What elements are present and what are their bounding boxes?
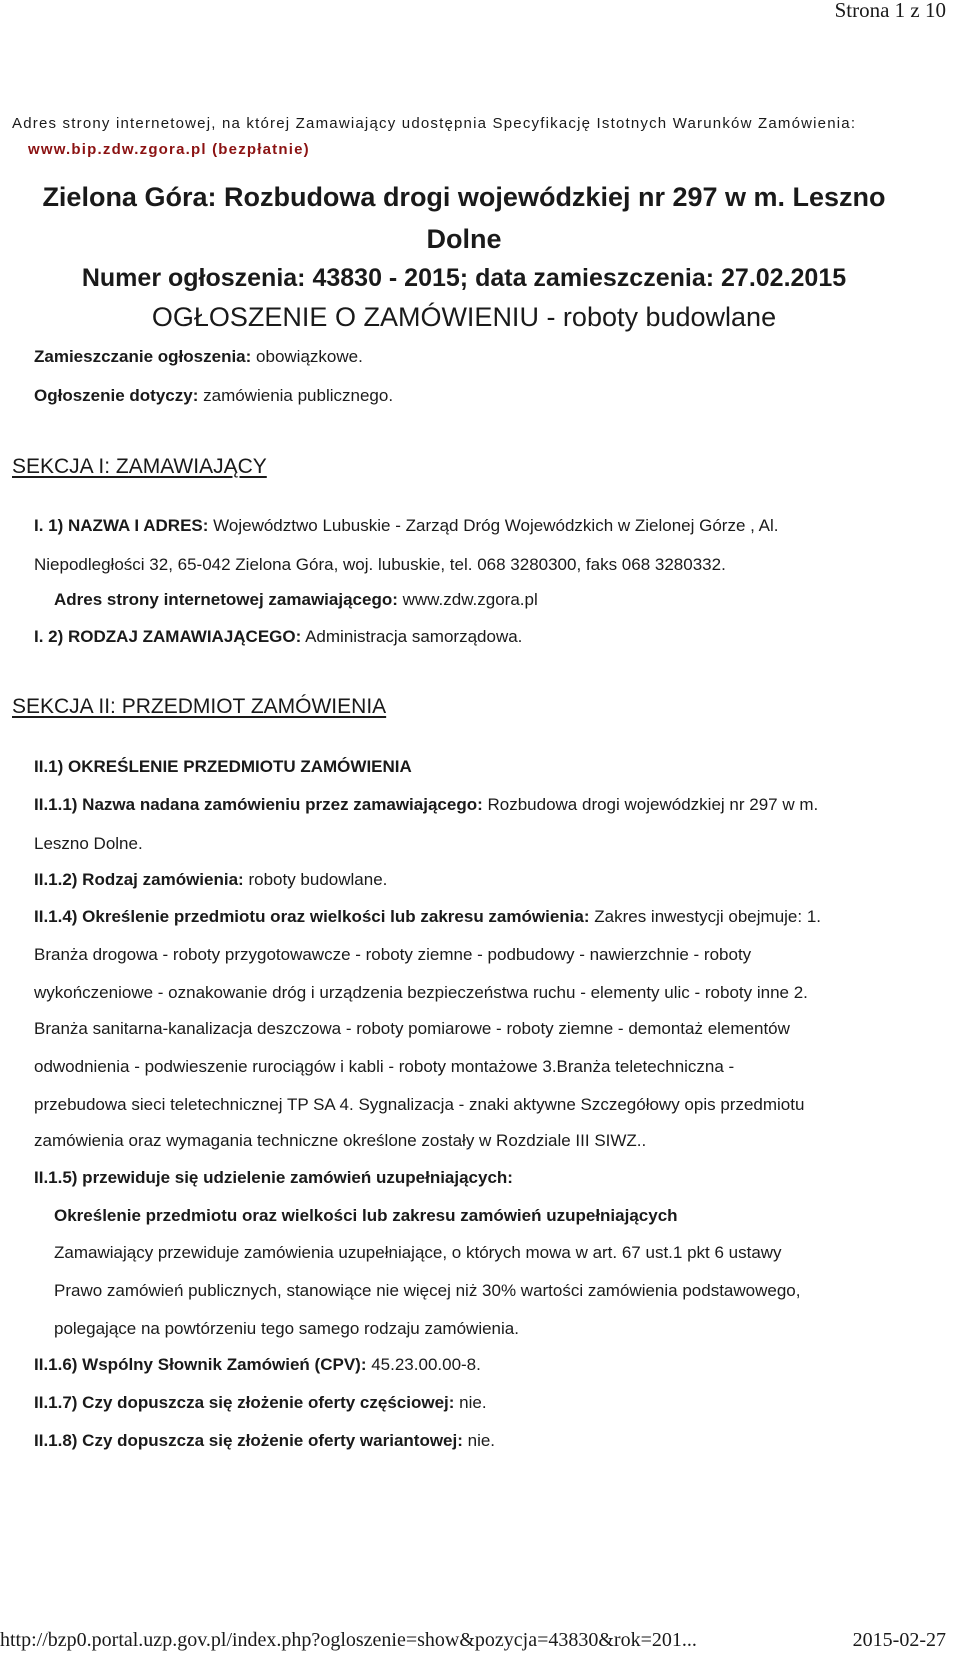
scope-value-line1: Zakres inwestycji obejmuje: 1. xyxy=(594,907,822,926)
order-kind-row xyxy=(34,870,387,890)
partial-offer-row xyxy=(34,1393,487,1413)
order-name-label: II.1.1) Nazwa nadana zamówieniu przez zamawiającego: xyxy=(34,795,483,814)
page-counter: Strona 1 z 10 xyxy=(834,0,946,22)
website-row xyxy=(54,590,538,610)
partial-offer-value: nie. xyxy=(459,1393,487,1412)
scope-label: II.1.4) Określenie przedmiotu oraz wielkości lub zakresu zamówienia: xyxy=(34,907,590,926)
org-address-line2: Niepodległości 32, 65-042 Zielona Góra, woj. lubuskie, tel. 068 3280300, faks 068 3280332. xyxy=(34,555,726,574)
title-line1: Zielona Góra: Rozbudowa drogi wojewódzkiej nr 297 w m. Leszno xyxy=(42,182,886,212)
intro-line: Adres strony internetowej, na której Zamawiający udostępnia Specyfikację Istotnych Warunków Zamówienia: xyxy=(12,115,857,132)
scope-line: wykończeniowe - oznakowanie dróg i urządzenia bezpieczeństwa ruchu - elementy ulic - roboty inne 2. xyxy=(34,983,808,1002)
posting-row xyxy=(34,347,363,367)
concerns-label: Ogłoszenie dotyczy: xyxy=(34,386,199,405)
scope-line: Branża drogowa - roboty przygotowawcze - roboty ziemne - podbudowy - nawierzchnie - roboty xyxy=(34,945,752,964)
supplementary-subheading: Określenie przedmiotu oraz wielkości lub zakresu zamówień uzupełniających xyxy=(54,1206,678,1225)
bip-note: (bezpłatnie) xyxy=(212,141,310,158)
intro-url-line xyxy=(28,141,310,158)
order-kind-value: roboty budowlane. xyxy=(248,870,388,889)
org-type-value: Administracja samorządowa. xyxy=(305,627,523,646)
footer-url: http://bzp0.portal.uzp.gov.pl/index.php?ogloszenie=show&pozycja=43830&rok=201... xyxy=(0,1629,697,1651)
posting-label: Zamieszczanie ogłoszenia: xyxy=(34,347,252,366)
org-type-label: I. 2) RODZAJ ZAMAWIAJĄCEGO: xyxy=(34,627,302,646)
notice-number-line: Numer ogłoszenia: 43830 - 2015; data zamieszczenia: 27.02.2015 xyxy=(81,264,847,292)
title-line2: Dolne xyxy=(426,224,502,254)
scope-line: odwodnienia - podwieszenie rurociągów i kabli - roboty montażowe 3.Branża teletechniczna - xyxy=(34,1057,735,1076)
order-name-row xyxy=(34,795,818,815)
concerns-row xyxy=(34,386,393,406)
website-link[interactable]: www.zdw.zgora.pl xyxy=(402,590,538,609)
org-name-row xyxy=(34,516,779,536)
variant-offer-label: II.1.8) Czy dopuszcza się złożenie oferty wariantowej: xyxy=(34,1431,463,1450)
section-2-heading: SEKCJA II: PRZEDMIOT ZAMÓWIENIA xyxy=(12,695,387,718)
section-1-heading: SEKCJA I: ZAMAWIAJĄCY xyxy=(12,455,267,478)
posting-value: obowiązkowe. xyxy=(256,347,363,366)
variant-offer-row xyxy=(34,1431,495,1451)
footer-date: 2015-02-27 xyxy=(852,1629,946,1651)
website-label: Adres strony internetowej zamawiającego: xyxy=(54,590,398,609)
scope-line: przebudowa sieci teletechnicznej TP SA 4. Sygnalizacja - znaki aktywne Szczegółowy opis przedmiotu xyxy=(34,1095,805,1114)
supplementary-line: Prawo zamówień publicznych, stanowiące nie więcej niż 30% wartości zamówienia podstawowego, xyxy=(54,1281,801,1300)
cpv-label: II.1.6) Wspólny Słownik Zamówień (CPV): xyxy=(34,1355,367,1374)
notice-type: OGŁOSZENIE O ZAMÓWIENIU - roboty budowlane xyxy=(151,302,777,332)
concerns-value: zamówienia publicznego. xyxy=(203,386,394,405)
cpv-value: 45.23.00.00-8. xyxy=(371,1355,481,1374)
cpv-row xyxy=(34,1355,481,1375)
scope-row xyxy=(34,907,821,927)
supplementary-line: polegające na powtórzeniu tego samego rodzaju zamówienia. xyxy=(54,1319,519,1338)
partial-offer-label: II.1.7) Czy dopuszcza się złożenie oferty częściowej: xyxy=(34,1393,455,1412)
supplementary-label: II.1.5) przewiduje się udzielenie zamówień uzupełniających: xyxy=(34,1168,513,1187)
bip-link[interactable]: www.bip.zdw.zgora.pl xyxy=(28,141,207,158)
org-name-label: I. 1) NAZWA I ADRES: xyxy=(34,516,209,535)
order-name-value-line2: Leszno Dolne. xyxy=(34,834,143,853)
org-type-row xyxy=(34,627,522,647)
supplementary-line: Zamawiający przewiduje zamówienia uzupełniające, o których mowa w art. 67 ust.1 pkt 6 ustawy xyxy=(54,1243,782,1262)
org-name-value-line1: Województwo Lubuskie - Zarząd Dróg Wojewódzkich w Zielonej Górze , Al. xyxy=(213,516,779,535)
order-kind-label: II.1.2) Rodzaj zamówienia: xyxy=(34,870,244,889)
subject-subheading: II.1) OKREŚLENIE PRZEDMIOTU ZAMÓWIENIA xyxy=(34,757,412,776)
scope-line: Branża sanitarna-kanalizacja deszczowa - roboty pomiarowe - roboty ziemne - demontaż elementów xyxy=(34,1019,790,1038)
order-name-value-line1: Rozbudowa drogi wojewódzkiej nr 297 w m. xyxy=(487,795,819,814)
scope-line: zamówienia oraz wymagania techniczne określone zostały w Rozdziale III SIWZ.. xyxy=(34,1131,647,1150)
variant-offer-value: nie. xyxy=(467,1431,496,1450)
